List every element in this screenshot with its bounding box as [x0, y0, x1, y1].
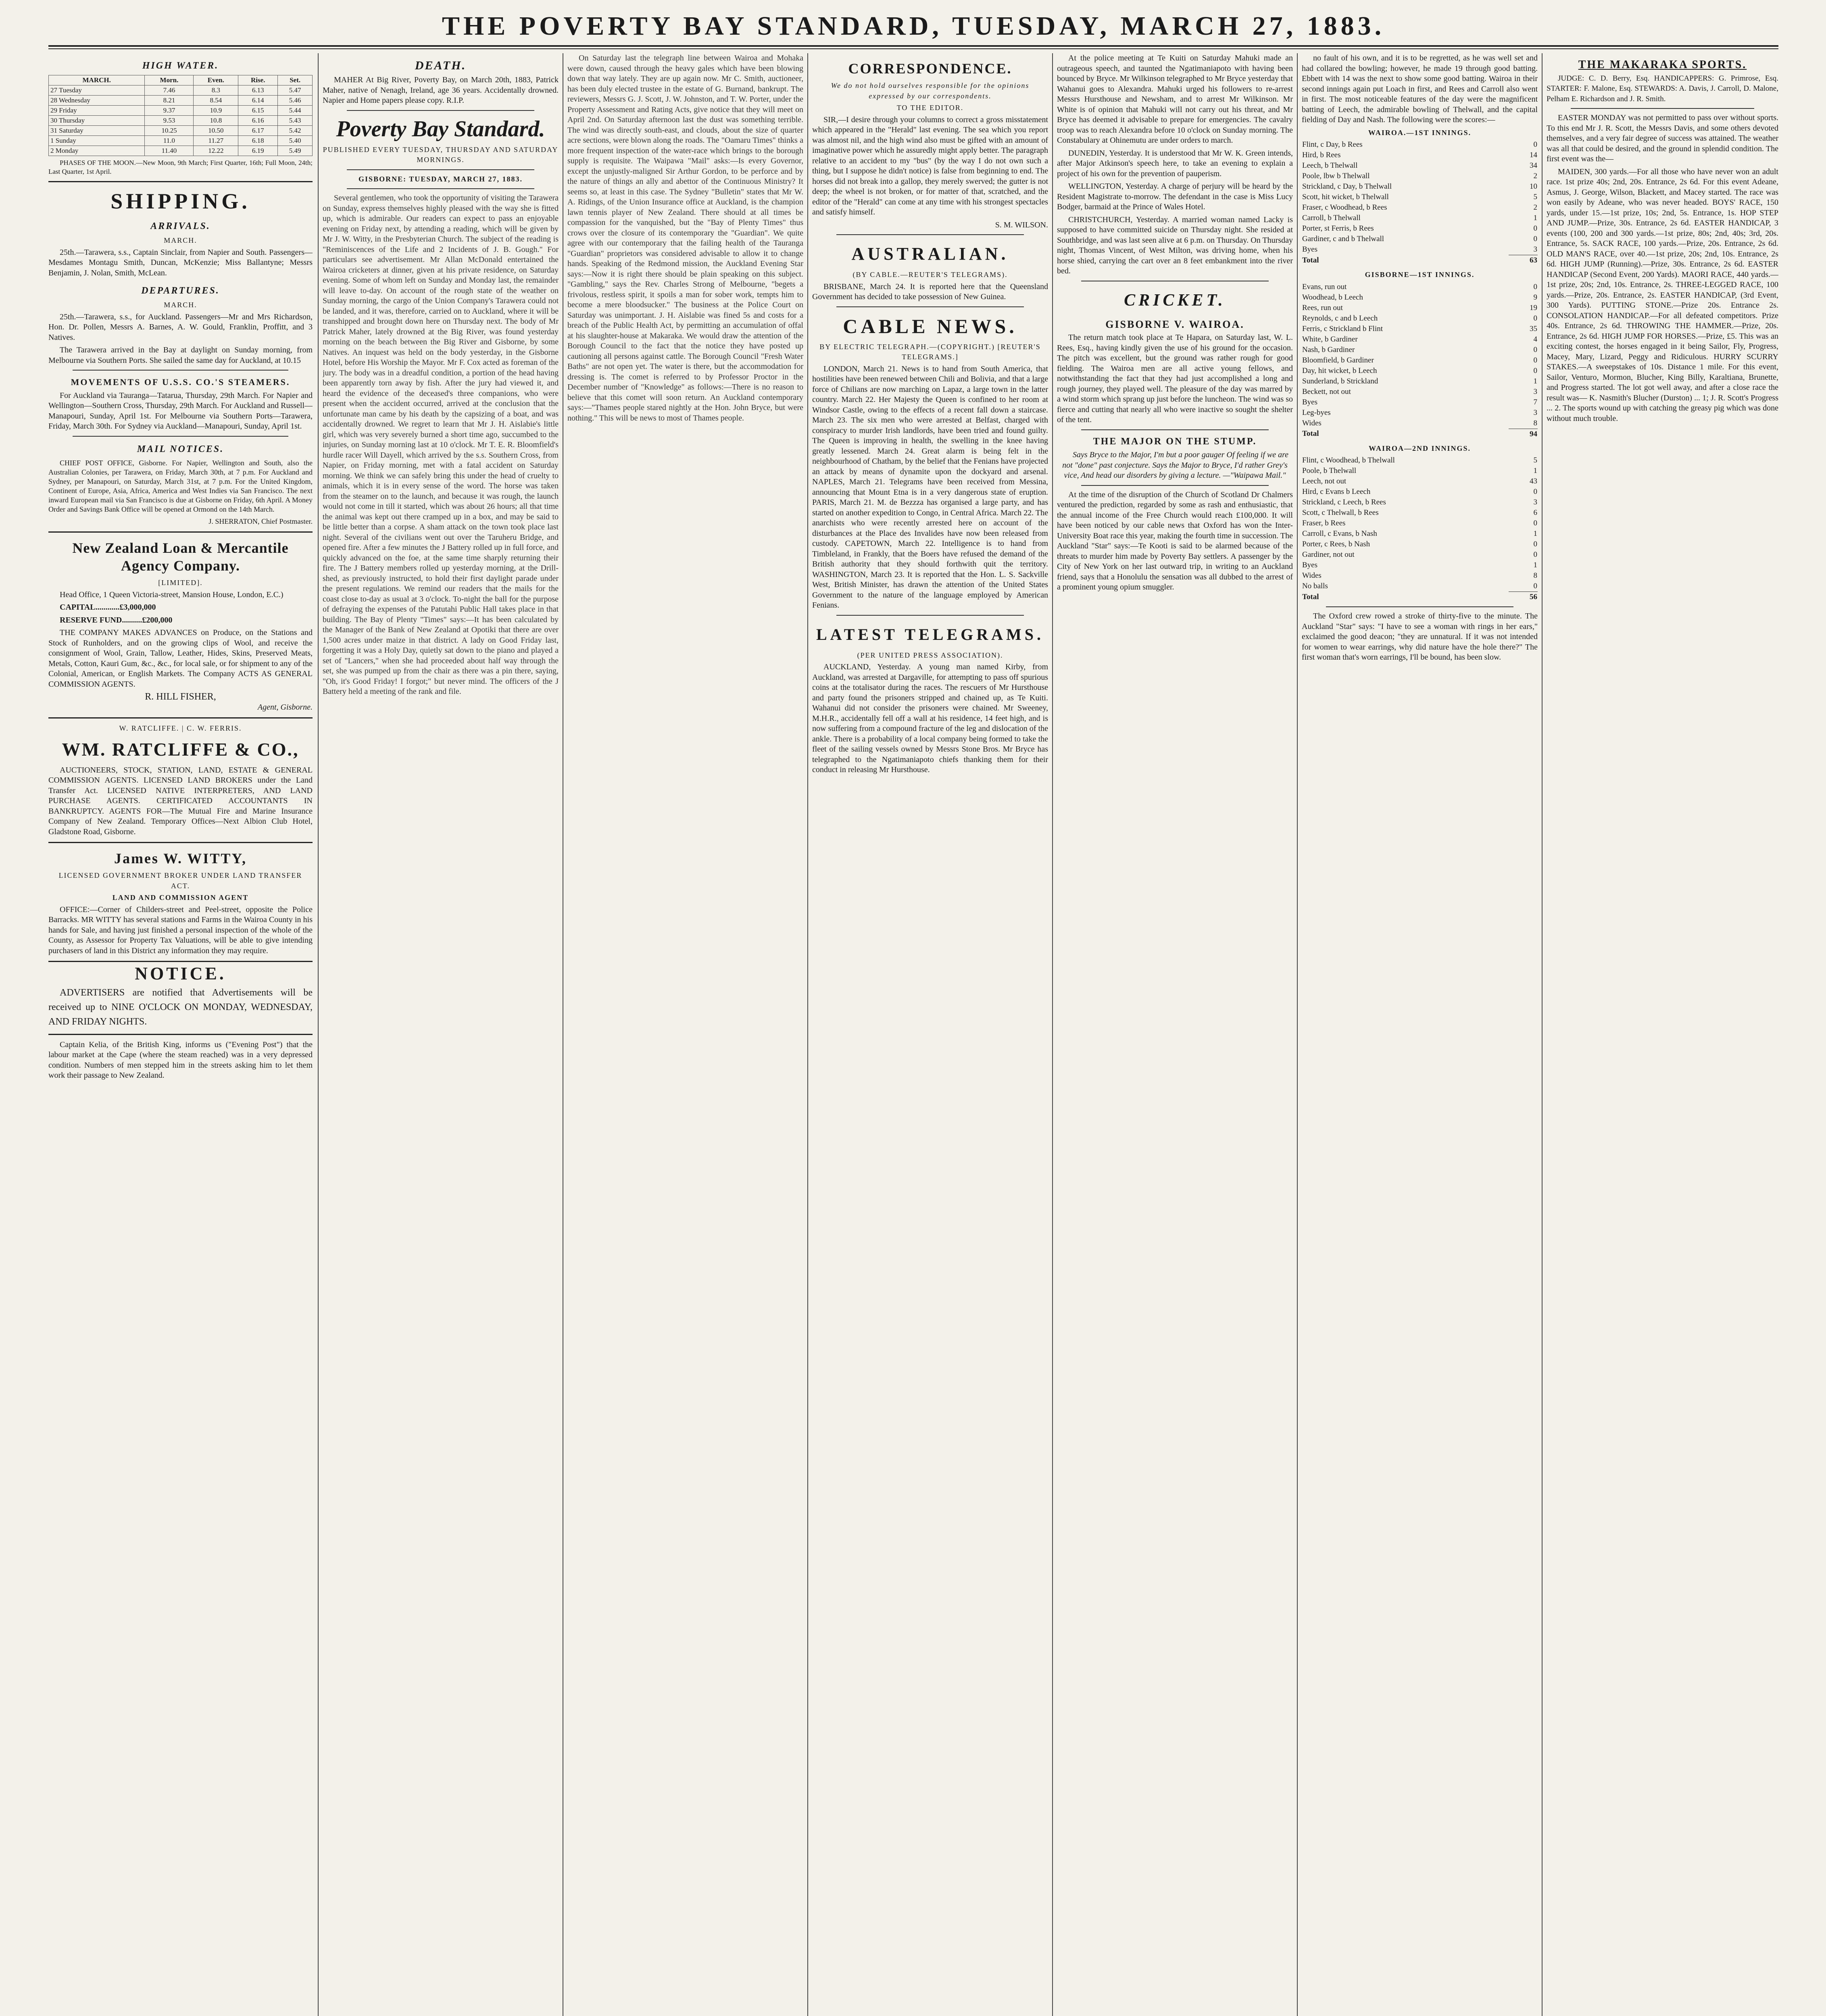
- runs: 1: [1533, 214, 1537, 222]
- batsman: Fraser, b Rees: [1302, 519, 1346, 527]
- tide-cell: 5.46: [278, 96, 313, 106]
- tide-cell: 5.47: [278, 85, 313, 96]
- runs: 19: [1530, 303, 1537, 312]
- tide-row: [49, 85, 313, 96]
- score-row: [1302, 213, 1538, 223]
- score-row: [1302, 429, 1538, 439]
- correspondence-text: SIR,—I desire through your columns to correct a gross misstatement which appeared in the "Herald" last evening. The sea which you report was almost nil, and the high wind also must be gifted with an amount of imaginative power which he assuredly might apply better. The paragraph relative to an accident to my "bus" (by the way I do not own such a thing, but I suppose he didn't notice) is false from beginning to end. The horses did not break into a gallop, they merely swerved; the gutter is not deep; the wheel is not broken, or for matter of that, scratched, and the editor of the "Herald" can come at any time with his strongest spectacles and satisfy himself.: [812, 115, 1048, 217]
- score-row: [1302, 334, 1538, 345]
- cable-heading: CABLE NEWS.: [843, 314, 1017, 337]
- loan-agent: R. HILL FISHER,: [145, 691, 216, 702]
- batsman: Bloomfield, b Gardiner: [1302, 356, 1374, 364]
- wairoa-1st-scores: [1302, 140, 1538, 266]
- tide-row: [49, 116, 313, 126]
- runs: 2: [1533, 172, 1537, 180]
- moon-phases: PHASES OF THE MOON.—New Moon, 9th March; First Quarter, 16th; Full Moon, 24th; Last Quarter, 1st April.: [48, 159, 313, 175]
- runs: 0: [1533, 282, 1537, 291]
- columns: [48, 53, 1778, 2016]
- tide-row: [49, 146, 313, 156]
- runs: 4: [1533, 335, 1537, 344]
- local-news: Several gentlemen, who took the opportunity of visiting the Tarawera on Sunday, express themselves highly pleased with the way she is fitted up, which is admirable. Our readers can expect to pass an enjoyable evening on Friday next, by attending a reading, which will be given by Mr J. W. Witty, in the Presbyterian Church. The subject of the reading is "Reminiscences of the Life and 2 Incidents of J. B. Gough." For particulars see advertisement. Mr Allan McDonald entertained the Wairoa cricketers at dinner, given at his private residence, on Saturday evening. Some of whom left on Sunday and Monday last, the remainder will leave to-day. On account of the rough state of the weather on Sunday morning, the cargo of the Union Company's Tarawera could not be landed, and it was, therefore, carried on to Auckland, where it will be transhipped and brought down here on Thursday next. The body of Mr Patrick Maher, lately drowned at the Big River, was found yesterday morning on the beach between the Big River and Gisborne, by some Natives. An inquest was held on the body yesterday, in the Gisborne Hotel, before His Worship the Mayor. Mr F. Cox acted as foreman of the jury. The body was in a dreadful condition, a portion of the head having been apparently torn away by fish. After the jury had viewed it, and heard the evidence of the deceased's three companions, who were present when the accident occurred, arrived at the conclusion that the unfortunate man came by his death by the capsizing of a boat, and was accidentally drowned. We regret to learn that Mr J. H. Aislabie's little girl, which was very severely burned a short time ago, succumbed to the injuries, on Sunday morning last at 10 o'clock. Mr T. E. R. Bloomfield's hurdle racer Will Dayell, which arrived by the s.s. Southern Cross, from Napier, on Friday morning, met with a fatal accident on Saturday morning. We think we can safely bring this under the head of cruelty to animals, which it is in every sense of the word. The horse was taken from the steamer on to the launch, and because it was rough, the launch would not come in till it started, which was about 26 hours; all that time the animal was kept out there cramped up in a box, and may be said to be little better than a corpse. A sham attack on the town took place last night. Several of the civilians went out over the Taruheru Bridge, and opened fire. After a few minutes the J Battery rolled up in full force, and quickly advanced on the foe, at the same time sharply returning their fire. The J Battery members rolled up yesterday morning, at the Drill-shed, as previously instructed, to hold their first daylight parade under the present regulations. We remind our readers that the mails for the coast close to-day as usual at 3 o'clock. To-night the ball for the purpose of defraying the expenses of the Patutahi Public Hall takes place in that building. The Bay of Plenty "Times" says:—It has been calculated by the Manager of the Bank of New Zealand at Opotiki that there are over 1,500 acres under maize in that district. A lady on Good Friday last, forgetting it was a Holy Day, quietly sat down to the piano and played a set of "Lancers," when she had proceeded about half way through the set, she was pumped up from the chair as there was a pin there, saying, "Oh, it's Good Friday! I forgot;" but never mind. The officers of the J Battery held a meeting of the rank and file.: [323, 194, 559, 696]
- published-line: PUBLISHED EVERY TUESDAY, THURSDAY AND SATURDAY MORNINGS.: [323, 145, 559, 164]
- divider: [836, 615, 1024, 616]
- latest-heading: LATEST TELEGRAMS.: [816, 625, 1044, 644]
- masthead-rule-thin: [48, 48, 1778, 49]
- wellington-text: WELLINGTON, Yesterday. A charge of perjury will be heard by the Resident Magistrate to-morrow. The defendant in the case is Miss Lucy Bodger, barmaid at the Prince of Wales Hotel.: [1057, 182, 1293, 211]
- witty-sub2: LAND AND COMMISSION AGENT: [112, 893, 249, 902]
- mail-text: CHIEF POST OFFICE, Gisborne. For Napier, Wellington and South, also the Australian Colonies, per Tarawera, on Friday, March 30th, at 7 p.m. For Auckland and Sydney, per Manapouri, on Saturday, March 31st, at 7 p.m. For the United Kingdom, Continent of Europe, Asia, Africa, America and West Indies via San Francisco. The next inward European mail via San Francisco is due at Gisborne on Friday, 6th April. A Money Order and Savings Bank Office will be opened at Ormond on the 14th March.: [48, 458, 313, 513]
- local-news-continued: On Saturday last the telegraph line between Wairoa and Mohaka were down, caused through the heavy gales which have been blowing down that way lately. They are up again now. Mr C. Smith, auctioneer, has been duly elected trustee in the estate of G. Burnand, bankrupt. The reviewers, Messrs G. J. Scott, J. W. Johnston, and T. W. Porter, under the Property Assessment and Rating Acts, give notice that they will meet on April 2nd. On Saturday afternoon last the dust was something terrible. The wind was directly south-east, and clouds, about the size of quarter acre sections, were blown along the roads. The "Oamaru Times" thinks a more frequent inspection of the water-race which brings to the borough supply is requisite. The Waipawa "Mail" asks:—Is every Governor, except the unjustly-maligned Sir Arthur Gordon, to be perforce and by the nature of things an ally and abettor of the Continuous Ministry? It seems so, at least in this case. The Sydney "Bulletin" states that Mr W. A. Ridings, of the Union Insurance office at Auckland, is the champion lawn tennis player of New Zealand. There should at all times be compassion for the vanquished, but the "Bay of Plenty Times" thus crows over the closure of its contemporary the "Guardian". We quite agree with our contemporary that the failing health of the Tauranga "Guardian" proprietors was considered advisable to allow it to change hands. Speaking of the Redmond mission, the Auckland Evening Star says:—Now it is right there should be plain speaking on this subject. "Gambling," says the Rev. Charles Strong of Melbourne, "begets a frivolous, restless spirit, it spoils a man for sober work, tempts him to become a mere bloodsucker." The business at the Police Court on Saturday was unimportant. J. H. Aislabie was fined 5s and costs for a breach of the Public Health Act, by permitting an accumulation of offal at his slaughter-house at Makaraka. We would draw the attention of the Borough Council to the fact that the notice they have posted up cautioning all persons against cattle. The Borough Council "Fresh Water Baths" are not open yet. The water is there, but the accommodation for dressing is. The comet is referred to by Professor Proctor in the December number of "Knowledge" as follows:—There is no reason to believe that this comet will soon return. An Auckland contemporary says:—"Thames people stared nightly at the Hon. John Bryce, but were nothing." This will be news to most of Thames people.: [567, 54, 803, 423]
- misc-text: The Oxford crew rowed a stroke of thirty-five to the minute. The Auckland "Star" says: "I have to see a woman with rings in her ears," exclaimed the good deacon; "they are unnatural. If it was not intended for women to wear earrings, why did nature have the hole there?" The first woman that's worn earrings, I'll be bound, has been slow.: [1302, 612, 1538, 662]
- score-row: [1302, 529, 1538, 539]
- sports-heading: THE MAKARAKA SPORTS.: [1578, 58, 1747, 71]
- score-row: [1302, 408, 1538, 418]
- batsman: Reynolds, c and b Leech: [1302, 314, 1378, 323]
- tide-cell: 5.42: [278, 126, 313, 136]
- batsman: Scott, hit wicket, b Thelwall: [1302, 193, 1389, 201]
- divider: [347, 188, 534, 189]
- loan-office: Head Office, 1 Queen Victoria-street, Mansion House, London, E.C.): [60, 590, 283, 599]
- batsman: Evans, run out: [1302, 282, 1347, 291]
- column-3: [567, 53, 803, 2016]
- tide-cell: 10.25: [145, 126, 194, 136]
- death-heading: DEATH.: [415, 59, 467, 72]
- divider: [48, 842, 313, 843]
- score-row: [1302, 508, 1538, 518]
- batsman: Woodhead, b Leech: [1302, 293, 1363, 302]
- column-4: [812, 53, 1048, 2016]
- ratcliffe-partners: W. RATCLIFFE. | C. W. FERRIS.: [119, 724, 242, 732]
- major-verse: Says Bryce to the Major, I'm but a poor gauger Of feeling if we are not "done" past conjecture. Says the Major to Bryce, I'd rather Grey's vice, And head our disorders by giving a lecture. —"Waipawa Mail.": [1062, 450, 1289, 480]
- wairoa-2nd-heading: WAIROA—2ND INNINGS.: [1368, 444, 1471, 452]
- tide-cell: 5.43: [278, 116, 313, 126]
- divider: [1081, 485, 1269, 486]
- kelia-text: Captain Kelia, of the British King, informs us ("Evening Post") that the labour market at the Cape (where the steam reached) was in a very depressed condition. Numbers of men stepped him in the streets asking him to let them work their passage to New Zealand.: [48, 1040, 313, 1080]
- witty-text: OFFICE:—Corner of Childers-street and Peel-street, opposite the Police Barracks. MR WITTY has several stations and Farms in the Wairoa County in his hands for Sale, and having just finished a personal inspection of the whole of the County, as Assessor for Property Tax Valuations, will be able to give intending purchasers of land in this District any information they may require.: [48, 905, 313, 955]
- cable-sub: BY ELECTRIC TELEGRAPH.—(COPYRIGHT.) [REUTER'S TELEGRAMS.]: [819, 342, 1041, 361]
- australian-sub: (BY CABLE.—REUTER'S TELEGRAMS).: [853, 271, 1008, 279]
- australian-text: BRISBANE, March 24. It is reported here that the Queensland Government has decided to take possession of New Guinea.: [812, 282, 1048, 301]
- divider: [836, 234, 1024, 235]
- tide-cell: 2 Monday: [49, 146, 145, 156]
- score-row: [1302, 202, 1538, 213]
- runs: 0: [1533, 356, 1537, 364]
- witty-title: James W. WITTY,: [114, 850, 247, 866]
- runs: 3: [1533, 498, 1537, 506]
- batsman: Wides: [1302, 419, 1322, 427]
- australian-heading: AUSTRALIAN.: [851, 244, 1009, 264]
- batsman: Hird, c Evans b Leech: [1302, 487, 1371, 496]
- death-text: MAHER At Big River, Poverty Bay, on March 20th, 1883, Patrick Maher, native of Nenagh, Ireland, age 36 years. Accidentally drowned. Napier and Home papers please copy. R.I.P.: [323, 75, 559, 105]
- gisborne-1st-heading: GISBORNE—1ST INNINGS.: [1365, 271, 1475, 279]
- wairoa-1st-heading: WAIROA.—1ST INNINGS.: [1368, 128, 1472, 137]
- runs: 0: [1533, 540, 1537, 548]
- score-row: [1302, 292, 1538, 303]
- tide-cell: 9.37: [145, 106, 194, 116]
- batsman: Beckett, not out: [1302, 387, 1351, 396]
- cricket-continued: no fault of his own, and it is to be regretted, as he was well set and had collared the bowling; however, he made 19 through good batting. Ebbett with 14 was the next to show some good batting. Wairoa in their second innings again put Loach in first, and Rees and Carroll also went in first. The most noticeable features of the day were the magnificent batting of Leech, the admirable bowling of Thelwall, and the capital fielding of Day and Nash. The following were the scores:—: [1302, 54, 1538, 124]
- tide-cell: 10.50: [194, 126, 238, 136]
- wairoa-2nd-scores: [1302, 455, 1538, 602]
- tide-row: [49, 96, 313, 106]
- column-6: [1302, 53, 1538, 2016]
- runs: 0: [1533, 550, 1537, 559]
- column-2: [323, 53, 559, 2016]
- runs: 1: [1533, 561, 1537, 569]
- masthead-title: THE POVERTY BAY STANDARD, TUESDAY, MARCH 27, 1883.: [442, 11, 1385, 41]
- tide-cell: 5.49: [278, 146, 313, 156]
- correspondence-note: We do not hold ourselves responsible for the opinions expressed by our correspondents.: [831, 81, 1030, 100]
- masthead-rule: [48, 45, 1778, 47]
- score-row: [1302, 171, 1538, 181]
- shipping-heading: SHIPPING.: [110, 189, 250, 213]
- tide-column-header: MARCH.: [49, 75, 145, 85]
- departures-text: 25th.—Tarawera, s.s., for Auckland. Passengers—Mr and Mrs Richardson, Hon. Dr. Pollen, Messrs A. Barnes, A. W. Gould, Franklin, Proffitt, and 3 Natives.: [48, 312, 313, 342]
- telegrams-continued: At the police meeting at Te Kuiti on Saturday Mahuki made an outrageous speech, and taunted the Ngatimaniapoto with having been bounced by Bryce. Mr Wilkinson telegraphed to Mr Bryce yesterday that Wahanui goes to Alexandra. Mahuki urged his followers to re-arrest Messrs Hursthouse and Newsham, and to arrest Mr Wilkinson. Mr White is of opinion that Mahuki will not carry out his threat, and Mr Bryce has deemed it advisable to prepare for emergencies. The cavalry troop was to reach Alexandra before 10 o'clock on Sunday morning. The Constabulary at Ohinemutu are under orders to march.: [1057, 54, 1293, 145]
- batsman: Byes: [1302, 561, 1317, 569]
- divider: [73, 436, 288, 437]
- score-row: [1302, 550, 1538, 560]
- loan-limited: [LIMITED].: [158, 579, 203, 587]
- tide-column-header: Rise.: [238, 75, 278, 85]
- loan-capital: CAPITAL............£3,000,000: [60, 603, 156, 612]
- score-row: [1302, 418, 1538, 429]
- score-row: [1302, 234, 1538, 244]
- batsman: Total: [1302, 256, 1319, 264]
- score-row: [1302, 223, 1538, 234]
- tide-cell: 11.0: [145, 136, 194, 146]
- runs: 56: [1509, 592, 1538, 603]
- witty-sub: LICENSED GOVERNMENT BROKER UNDER LAND TRANSFER ACT.: [58, 871, 302, 890]
- score-row: [1302, 539, 1538, 550]
- divider: [347, 169, 534, 170]
- arrivals-text: 25th.—Tarawera, s.s., Captain Sinclair, from Napier and South. Passengers—Mesdames Montagu Smith, Duncan, McKenzie; Miss Ballantyne; Messrs Benjamin, J. Nolan, Smith, McLean.: [48, 248, 313, 277]
- runs: 0: [1533, 487, 1537, 496]
- tide-cell: 6.15: [238, 106, 278, 116]
- score-row: [1302, 518, 1538, 529]
- ratcliffe-title: WM. RATCLIFFE & CO.,: [62, 739, 299, 760]
- notice-text: ADVERTISERS are notified that Advertisements will be received up to NINE O'CLOCK ON MONDAY, WEDNESDAY, AND FRIDAY NIGHTS.: [48, 987, 313, 1027]
- arrivals-heading: ARRIVALS.: [150, 221, 211, 231]
- batsman: Ferris, c Strickland b Flint: [1302, 324, 1383, 333]
- paper-title: Poverty Bay Standard.: [336, 116, 545, 142]
- batsman: Nash, b Gardiner: [1302, 345, 1355, 354]
- runs: 0: [1533, 519, 1537, 527]
- divider: [48, 961, 313, 962]
- tide-cell: 7.46: [145, 85, 194, 96]
- runs: 9: [1533, 293, 1537, 302]
- column-rule: [807, 53, 808, 2016]
- runs: 0: [1533, 224, 1537, 233]
- tide-row: [49, 126, 313, 136]
- column-rule: [318, 53, 319, 2016]
- runs: 3: [1533, 408, 1537, 417]
- score-row: [1302, 387, 1538, 397]
- divider: [836, 306, 1024, 307]
- score-row: [1302, 560, 1538, 571]
- tide-cell: 28 Wednesday: [49, 96, 145, 106]
- tide-cell: 1 Sunday: [49, 136, 145, 146]
- postmaster: J. SHERRATON, Chief Postmaster.: [208, 517, 313, 525]
- batsman: No balls: [1302, 582, 1328, 591]
- loan-title: New Zealand Loan & Mercantile Agency Company.: [72, 540, 289, 574]
- tide-row: [49, 106, 313, 116]
- sports-intro: EASTER MONDAY was not permitted to pass over without sports. To this end Mr J. R. Scott, the Messrs Davis, and some others devoted themselves, and a very fair degree of success was attained. The weather was all that could be desired, and the ground in splendid condition. The first event was the—: [1547, 113, 1778, 163]
- departures-heading: DEPARTURES.: [141, 285, 220, 296]
- tide-cell: 31 Saturday: [49, 126, 145, 136]
- tide-cell: 6.13: [238, 85, 278, 96]
- correspondence-signature: S. M. WILSON.: [995, 220, 1048, 229]
- cricket-heading: CRICKET.: [1124, 291, 1226, 310]
- runs: 94: [1509, 429, 1538, 439]
- tide-cell: 11.27: [194, 136, 238, 146]
- runs: 35: [1530, 324, 1537, 333]
- score-row: [1302, 397, 1538, 408]
- divider: [48, 1034, 313, 1035]
- runs: 5: [1533, 456, 1537, 464]
- loan-reserve: RESERVE FUND..........£200,000: [60, 615, 173, 625]
- runs: 2: [1533, 203, 1537, 212]
- church-text: At the time of the disruption of the Church of Scotland Dr Chalmers ventured the prediction, regarded by some as rash and enthusiastic, that the annual income of the Free Church would reach £100,000. It will have been noticed by our cable news that Oxford has won the Inter-University Boat race this year, making the fourth time in succession. The Auckland "Star" says:—Te Kooti is said to be alarmed because of the threats to murder him made by Poverty Bay settlers. A passenger by the City of New York on her last outward trip, in writing to an Auckland friend, says that a Honolulu the sensation was all dubbed to the arrest of a prominent young opium smuggler.: [1057, 490, 1293, 591]
- score-row: [1302, 150, 1538, 160]
- batsman: Strickland, c Day, b Thelwall: [1302, 182, 1392, 191]
- runs: 3: [1533, 387, 1537, 396]
- tide-row: [49, 136, 313, 146]
- batsman: Gardiner, not out: [1302, 550, 1355, 559]
- tide-heading: HIGH WATER.: [142, 60, 219, 71]
- batsman: Porter, st Ferris, b Rees: [1302, 224, 1374, 233]
- gisborne-1st-scores: [1302, 282, 1538, 439]
- runs: 1: [1533, 377, 1537, 385]
- latest-sub: (PER UNITED PRESS ASSOCIATION).: [857, 651, 1003, 659]
- divider: [48, 717, 313, 719]
- batsman: Carroll, c Evans, b Nash: [1302, 529, 1377, 538]
- score-row: [1302, 592, 1538, 603]
- tide-cell: 12.22: [194, 146, 238, 156]
- score-row: [1302, 313, 1538, 324]
- divider: [1326, 606, 1513, 607]
- runs: 6: [1533, 508, 1537, 517]
- sports-events: MAIDEN, 300 yards.—For all those who have never won an adult race. 1st prize 40s; 2nd, 20s. Entrance, 2s 6d. For this event Adeane, Asmus, J. George, Wilson, Blackett, and Macey started. The race was won easily by Adeane, who was never headed. BOYS' RACE, 150 yards, under 15.—1st prize, 10s; 2nd, 5s. Entrance, 1s. HOP STEP AND JUMP.—Prize, 30s. Entrance, 2s 6d. EASTER HANDICAP, 3 events (100, 200 and 300 yards.—1st prize, 80s; 2nd, 40s; 3rd, 20s. Entrance, 5s. SACK RACE, 100 yards.—Prize, 20s. Entrance, 2s 6d. OLD MAN'S RACE, over 40.—1st prize, 20s; 2nd, 10s. Entrance, 2s 6d. HIGH JUMP (Running).—Prize, 30s. Entrance, 2s 6d. EASTER HANDICAP (Second Event, 200 Yards). MAORI RACE, 440 yards.—1st prize, 20s; 2nd, 10s. Entrance, 2s. THREE-LEGGED RACE, 100 yards.—Prize, 20s. Entrance, 2s. EASTER HANDICAP, (3rd Event, 300 Yards). PUTTING STONE.—Prize 20s. Entrance 2s. CONSOLATION HANDICAP.—For all defeated competitors. Prize 40s. Entrance, 2s 6d. THROWING THE HAMMER.—Prize, 20s. Entrance, 2s 6d. HIGH JUMP FOR HORSES.—Prize, £5. This was an exciting contest, the horses engaged in it being Sailor, Fly, Progress, Macey, Mary, Lizard, Peggy and Ridiculous. HURRY SCURRY STAKES.—A sweepstakes of 10s. Distance 1 mile. For this event, Sailor, Venturo, Mormon, Blucher, King Billy, Karaltiana, Brunette, and Progress started. The lot got well away, and after a close race the result was— K. Nasmith's Blucher (Durston) ... 1; J. R. Scott's Progress ... 2. The sports wound up with catching the greasy pig which was done without much trouble.: [1547, 167, 1778, 423]
- runs: 5: [1533, 193, 1537, 201]
- runs: 8: [1533, 419, 1537, 427]
- score-row: [1302, 476, 1538, 487]
- batsman: Flint, c Woodhead, b Thelwall: [1302, 456, 1395, 464]
- tide-cell: 6.19: [238, 146, 278, 156]
- tide-cell: 6.18: [238, 136, 278, 146]
- tide-cell: 10.9: [194, 106, 238, 116]
- tide-cell: 27 Tuesday: [49, 85, 145, 96]
- batsman: Fraser, c Woodhead, b Rees: [1302, 203, 1387, 212]
- divider: [48, 531, 313, 533]
- batsman: Scott, c Thelwall, b Rees: [1302, 508, 1379, 517]
- batsman: Total: [1302, 592, 1319, 601]
- runs: 3: [1533, 245, 1537, 254]
- score-row: [1302, 303, 1538, 313]
- divider: [73, 370, 288, 371]
- column-rule: [1297, 53, 1298, 2016]
- score-row: [1302, 181, 1538, 192]
- notice-heading: NOTICE.: [135, 964, 226, 983]
- batsman: White, b Gardiner: [1302, 335, 1358, 344]
- tide-cell: 29 Friday: [49, 106, 145, 116]
- runs: 43: [1530, 477, 1537, 485]
- runs: 14: [1530, 151, 1537, 159]
- runs: 0: [1533, 235, 1537, 243]
- sports-officials: JUDGE: C. D. Berry, Esq. HANDICAPPERS: G. Primrose, Esq. STARTER: F. Malone, Esq. STEWARDS: A. Davis, J. Carroll, D. Malone, Pelham E. Richardson and J. R. Smith.: [1547, 74, 1778, 103]
- score-row: [1302, 366, 1538, 376]
- score-row: [1302, 571, 1538, 581]
- tide-cell: 6.14: [238, 96, 278, 106]
- batsman: Byes: [1302, 245, 1317, 254]
- departures-month: MARCH.: [164, 301, 197, 309]
- column-7: [1547, 53, 1778, 2016]
- tide-cell: 10.8: [194, 116, 238, 126]
- batsman: Day, hit wicket, b Leech: [1302, 366, 1377, 375]
- runs: 0: [1533, 582, 1537, 590]
- column-rule: [1542, 53, 1543, 2016]
- usso-heading: MOVEMENTS OF U.S.S. CO.'S STEAMERS.: [71, 377, 290, 387]
- arrivals-month: MARCH.: [164, 236, 197, 244]
- score-row: [1302, 497, 1538, 508]
- tide-cell: 6.17: [238, 126, 278, 136]
- batsman: Poole, b Thelwall: [1302, 467, 1357, 475]
- correspondence-heading: CORRESPONDENCE.: [848, 60, 1012, 77]
- tide-table: [48, 75, 313, 156]
- tide-column-header: Morn.: [145, 75, 194, 85]
- batsman: Strickland, c Leech, b Rees: [1302, 498, 1386, 506]
- latest-text: AUCKLAND, Yesterday. A young man named Kirby, from Auckland, was arrested at Dargaville, for attempting to pass off spurious coins at the totalisator during the races. The rescuers of Mr Hursthouse and party found the prisoners stripped and chained up, as Te Kuiti. Wahanui did not consider the prisoners were chained. Mr Sweeney, M.H.R., accidentally fell off a wall at his residence, 14 feet high, and is now suffering from a compound fracture of the leg and dislocation of the ankle. There is a probability of a local company being formed to take the fleet of the sailing vessels owned by Messrs Stone Bros. Mr Bryce has telegraphed to the Ngatimaniapoto chiefs thanking them for their conduct in releasing Mr Hursthouse.: [812, 662, 1048, 774]
- batsman: Leech, b Thelwall: [1302, 161, 1358, 170]
- divider: [1571, 108, 1754, 109]
- to-editor: TO THE EDITOR.: [896, 104, 964, 112]
- tide-column-header: Set.: [278, 75, 313, 85]
- batsman: Rees, run out: [1302, 303, 1343, 312]
- match-heading: GISBORNE V. WAIROA.: [1105, 318, 1244, 330]
- runs: 63: [1509, 255, 1538, 266]
- score-row: [1302, 140, 1538, 150]
- christchurch-text: CHRISTCHURCH, Yesterday. A married woman named Lacky is supposed to have committed suicide on Thursday night. She resided at Southbridge, and was last seen alive at 6 p.m. on Thursday. On Thursday night, Thomas Vincent, of West Milton, was driving home, when his horse shied, carrying the cart over an 8 feet embankment into the river bed.: [1057, 215, 1293, 275]
- match-text: The return match took place at Te Hapara, on Saturday last, W. L. Rees, Esq., having kindly given the use of his ground for the occasion. The pitch was excellent, but the ground was rather rough for good fielding. The Wairoa men are all active young fellows, and notwithstanding the fact that they had just accomplished a long and rough journey, they played well. The pleasure of the day was marred by a wind storm which sprang up just before the luncheon. The wind was so fierce and cutting that nearly all who were inactive so sought the shelter of the tent.: [1057, 333, 1293, 424]
- column-1: [48, 53, 313, 2016]
- dateline: GISBORNE: TUESDAY, MARCH 27, 1883.: [359, 175, 523, 183]
- column-rule: [1052, 53, 1053, 2016]
- score-row: [1302, 345, 1538, 355]
- score-row: [1302, 282, 1538, 292]
- column-5: [1057, 53, 1293, 2016]
- batsman: Leg-byes: [1302, 408, 1331, 417]
- score-row: [1302, 192, 1538, 202]
- batsman: Wides: [1302, 571, 1322, 580]
- score-row: [1302, 466, 1538, 476]
- score-row: [1302, 355, 1538, 366]
- score-row: [1302, 487, 1538, 497]
- batsman: Flint, c Day, b Rees: [1302, 140, 1363, 149]
- tide-cell: 9.53: [145, 116, 194, 126]
- tide-cell: 11.40: [145, 146, 194, 156]
- runs: 1: [1533, 529, 1537, 538]
- score-row: [1302, 324, 1538, 334]
- runs: 0: [1533, 314, 1537, 323]
- tide-cell: 30 Thursday: [49, 116, 145, 126]
- runs: 8: [1533, 571, 1537, 580]
- score-row: [1302, 376, 1538, 387]
- score-row: [1302, 255, 1538, 266]
- batsman: Total: [1302, 429, 1319, 438]
- usso-text: For Auckland via Tauranga—Tatarua, Thursday, 29th March. For Napier and Wellington—Southern Cross, Thursday, 29th March. For Auckland and Russell—Manapouri, Sunday, April 1st. For Melbourne via Southern Ports—Tarawera, Friday, March 30th. For Sydney via Auckland—Manapouri, Sunday, April 1st.: [48, 391, 313, 431]
- runs: 10: [1530, 182, 1537, 191]
- tide-cell: 8.21: [145, 96, 194, 106]
- divider: [1081, 429, 1269, 430]
- runs: 0: [1533, 366, 1537, 375]
- loan-agent-place: Agent, Gisborne.: [257, 702, 313, 712]
- tide-cell: 6.16: [238, 116, 278, 126]
- dunedin-text: DUNEDIN, Yesterday. It is understood that Mr W. K. Green intends, after Major Atkinson's speech here, to take an evening to explain a project of his own for the prevention of pauperism.: [1057, 148, 1293, 178]
- batsman: Poole, lbw b Thelwall: [1302, 172, 1370, 180]
- score-row: [1302, 160, 1538, 171]
- batsman: Sunderland, b Strickland: [1302, 377, 1378, 385]
- score-row: [1302, 244, 1538, 255]
- batsman: Leech, not out: [1302, 477, 1347, 485]
- score-row: [1302, 581, 1538, 592]
- score-row: [1302, 455, 1538, 466]
- mail-heading: MAIL NOTICES.: [137, 444, 224, 454]
- ratcliffe-text: AUCTIONEERS, STOCK, STATION, LAND, ESTATE & GENERAL COMMISSION AGENTS. LICENSED LAND BROKERS under the Land Transfer Act. LICENSED NATIVE INTERPRETERS, AND LAND PURCHASE AGENTS. CERTIFICATED ACCOUNTANTS IN BANKRUPTCY. AGENTS FOR—The Mutual Fire and Marine Insurance Company of New Zealand. Temporary Offices—Next Albion Club Hotel, Gladstone Road, Gisborne.: [48, 765, 313, 836]
- tide-cell: 8.54: [194, 96, 238, 106]
- batsman: Gardiner, c and b Thelwall: [1302, 235, 1384, 243]
- batsman: Carroll, b Thelwall: [1302, 214, 1361, 222]
- runs: 1: [1533, 467, 1537, 475]
- runs: 34: [1530, 161, 1537, 170]
- batsman: Hird, b Rees: [1302, 151, 1341, 159]
- loan-text: THE COMPANY MAKES ADVANCES on Produce, on the Stations and Stock of Runholders, and on the growing clips of Wool, and receive the consignment of Wool, Grain, Tallow, Leather, Hides, Skins, Preserved Meats, Metals, Cotton, Kauri Gum, &c., &c., for local sale, or for shipment to any of the Colonial, American, or English Markets. The Company ACTS AS GENERAL COMMISSION AGENTS.: [48, 628, 313, 689]
- runs: 0: [1533, 140, 1537, 149]
- runs: 0: [1533, 345, 1537, 354]
- major-heading: THE MAJOR ON THE STUMP.: [1093, 436, 1257, 447]
- tide-cell: 5.44: [278, 106, 313, 116]
- tide-cell: 8.3: [194, 85, 238, 96]
- cable-text: LONDON, March 21. News is to hand from South America, that hostilities have been renewed between Chili and Bolivia, and that a large force of Chilians are now marching on Lapaz, a large town in the latter country. March 22. Her Majesty the Queen is confined to her room at Windsor Castle, owing to the effects of a recent fall down a staircase. March 23. The six men who were arrested at Belfast, charged with conspiracy to murder Irish landlords, have been tried and found guilty. The Queen is improving in health, the swelling in the knee having greatly lessened. March 24. Great alarm is being felt in the neighbourhood of Chatham, by the belief that the Fenians have projected an attack by means of dynamite upon the dockyard and arsenal. NAPLES, March 21. Telegrams have been received from Messina, announcing that Mount Etna is in a very dangerous state of eruption. PARIS, March 21. M. de Bezzza has organised a large party, and has started on another expedition to Congo, in Central Africa. March 22. The anarchists who were recently arrested here on account of the disturbances at the Place des Invalides have now been released from custody. CAPETOWN, March 22. Intelligence is to hand from Timbleland, in Frankly, that the Boers have refused the demand of the British authority that they should forthwith quit the territory. WASHINGTON, March 23. It is reported that the Hon. L. S. Sackville West, British Minister, has drawn the attention of the United States Government to the nature of the language employed by American Fenians.: [812, 364, 1048, 610]
- divider: [347, 110, 534, 111]
- runs: 7: [1533, 398, 1537, 406]
- divider: [48, 181, 313, 182]
- batsman: Porter, c Rees, b Nash: [1302, 540, 1370, 548]
- tide-column-header: Even.: [194, 75, 238, 85]
- tide-cell: 5.40: [278, 136, 313, 146]
- departures-note: The Tarawera arrived in the Bay at daylight on Sunday morning, from Melbourne via Southern Ports. She sailed the same day for Auckland, at 10.15: [48, 346, 313, 365]
- batsman: Byes: [1302, 398, 1317, 406]
